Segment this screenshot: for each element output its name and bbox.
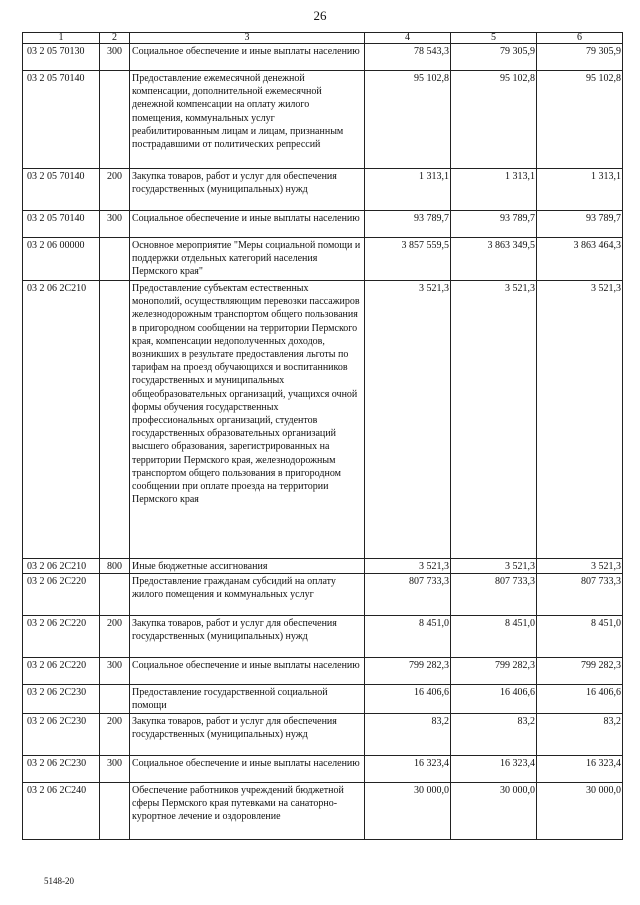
table-row (23, 574, 623, 616)
table-body (23, 44, 623, 840)
row-description: Закупка товаров, работ и услуг для обеспечения государственных (муниципальных) нужд (130, 169, 365, 211)
row-value-col4: 16 323,4 (365, 755, 451, 782)
row-value-col5: 1 313,1 (451, 169, 537, 211)
row-description: Социальное обеспечение и иные выплаты населению (130, 44, 365, 71)
row-expense-type (100, 281, 130, 559)
table-row (23, 713, 623, 755)
row-description: Предоставление государственной социальной помощи (130, 685, 365, 713)
row-code: 03 2 06 2C210 (23, 559, 100, 574)
row-value-col6: 1 313,1 (537, 169, 623, 211)
row-code: 03 2 05 70130 (23, 44, 100, 71)
row-value-col5: 807 733,3 (451, 574, 537, 616)
header-row (23, 33, 623, 44)
row-value-col4: 799 282,3 (365, 658, 451, 685)
budget-table (22, 32, 623, 840)
table-row (23, 559, 623, 574)
row-value-col6: 79 305,9 (537, 44, 623, 71)
row-description: Предоставление гражданам субсидий на оплату жилого помещения и коммунальных услуг (130, 574, 365, 616)
row-value-col6: 799 282,3 (537, 658, 623, 685)
column-header-5: 5 (451, 33, 537, 44)
row-expense-type: 300 (100, 44, 130, 71)
row-code: 03 2 06 2C220 (23, 616, 100, 658)
column-header-6: 6 (537, 33, 623, 44)
row-value-col5: 3 863 349,5 (451, 238, 537, 281)
row-value-col6: 95 102,8 (537, 71, 623, 169)
row-value-col4: 30 000,0 (365, 782, 451, 839)
column-header-3: 3 (130, 33, 365, 44)
row-value-col6: 30 000,0 (537, 782, 623, 839)
row-value-col4: 93 789,7 (365, 211, 451, 238)
row-value-col4: 8 451,0 (365, 616, 451, 658)
row-value-col6: 8 451,0 (537, 616, 623, 658)
row-description: Иные бюджетные ассигнования (130, 559, 365, 574)
column-header-1: 1 (23, 33, 100, 44)
row-description: Социальное обеспечение и иные выплаты населению (130, 211, 365, 238)
row-expense-type (100, 782, 130, 839)
row-expense-type (100, 574, 130, 616)
row-value-col4: 1 313,1 (365, 169, 451, 211)
page-number: 26 (313, 8, 327, 23)
row-value-col6: 3 521,3 (537, 281, 623, 559)
row-code: 03 2 06 2C210 (23, 281, 100, 559)
row-expense-type: 300 (100, 211, 130, 238)
row-expense-type: 300 (100, 755, 130, 782)
row-code: 03 2 06 00000 (23, 238, 100, 281)
row-expense-type: 200 (100, 616, 130, 658)
table-row (23, 281, 623, 559)
row-expense-type: 300 (100, 658, 130, 685)
row-value-col4: 807 733,3 (365, 574, 451, 616)
row-value-col5: 3 521,3 (451, 559, 537, 574)
row-value-col5: 83,2 (451, 713, 537, 755)
row-expense-type (100, 685, 130, 713)
row-value-col4: 16 406,6 (365, 685, 451, 713)
row-value-col5: 16 323,4 (451, 755, 537, 782)
row-value-col5: 79 305,9 (451, 44, 537, 71)
row-value-col6: 83,2 (537, 713, 623, 755)
column-header-2: 2 (100, 33, 130, 44)
row-value-col6: 93 789,7 (537, 211, 623, 238)
table-row (23, 685, 623, 713)
row-value-col6: 3 521,3 (537, 559, 623, 574)
row-value-col5: 3 521,3 (451, 281, 537, 559)
row-value-col5: 8 451,0 (451, 616, 537, 658)
row-expense-type: 800 (100, 559, 130, 574)
row-description: Предоставление субъектам естественных монополий, осуществляющим перевозки пассажиров железнодорожным транспортом общего пользования в пригородном сообщении на территории Пермского края, компенсации недополученных доходов, возникших в результате предоставления льготы по тарифам на проезд обучающихся и воспитанников государственных и муниципальных общеобразовательных организаций, учащихся очной формы обучения государственных профессиональных организаций, студентов государственных образовательных организаций высшего образования, зарегистрированных на территории Пермского края, железнодорожным транспортом общего пользования в пригородном сообщении при оплате проезда на территории Пермского края (130, 281, 365, 559)
row-value-col5: 93 789,7 (451, 211, 537, 238)
row-code: 03 2 06 2C220 (23, 658, 100, 685)
row-code: 03 2 06 2C230 (23, 713, 100, 755)
row-description: Основное мероприятие "Меры социальной помощи и поддержки отдельных категорий населения Пермского края" (130, 238, 365, 281)
table-row (23, 238, 623, 281)
row-description: Предоставление ежемесячной денежной компенсации, дополнительной ежемесячной денежной компенсации на оплату жилого помещения, коммунальных услуг реабилитированным лицам и лицам, признанным пострадавшими от политических репрессий (130, 71, 365, 169)
row-code: 03 2 06 2C240 (23, 782, 100, 839)
table-row (23, 44, 623, 71)
row-expense-type (100, 238, 130, 281)
document-footer-code: 5148-20 (44, 876, 74, 886)
table-row (23, 658, 623, 685)
row-code: 03 2 06 2C220 (23, 574, 100, 616)
table-row (23, 616, 623, 658)
row-value-col5: 16 406,6 (451, 685, 537, 713)
row-value-col5: 799 282,3 (451, 658, 537, 685)
row-description: Социальное обеспечение и иные выплаты населению (130, 755, 365, 782)
table-row (23, 755, 623, 782)
row-description: Закупка товаров, работ и услуг для обеспечения государственных (муниципальных) нужд (130, 616, 365, 658)
row-description: Закупка товаров, работ и услуг для обеспечения государственных (муниципальных) нужд (130, 713, 365, 755)
row-value-col4: 3 857 559,5 (365, 238, 451, 281)
table-row (23, 169, 623, 211)
row-value-col4: 3 521,3 (365, 281, 451, 559)
row-value-col6: 16 323,4 (537, 755, 623, 782)
row-expense-type: 200 (100, 713, 130, 755)
row-value-col6: 3 863 464,3 (537, 238, 623, 281)
row-code: 03 2 06 2C230 (23, 755, 100, 782)
row-expense-type: 200 (100, 169, 130, 211)
row-code: 03 2 05 70140 (23, 71, 100, 169)
table-header (23, 33, 623, 44)
column-header-4: 4 (365, 33, 451, 44)
table-row (23, 71, 623, 169)
row-value-col4: 95 102,8 (365, 71, 451, 169)
row-code: 03 2 06 2C230 (23, 685, 100, 713)
table-row (23, 782, 623, 839)
row-value-col6: 807 733,3 (537, 574, 623, 616)
row-description: Социальное обеспечение и иные выплаты населению (130, 658, 365, 685)
row-value-col4: 78 543,3 (365, 44, 451, 71)
row-value-col5: 30 000,0 (451, 782, 537, 839)
row-code: 03 2 05 70140 (23, 169, 100, 211)
row-value-col4: 3 521,3 (365, 559, 451, 574)
row-value-col6: 16 406,6 (537, 685, 623, 713)
table-row (23, 211, 623, 238)
row-expense-type (100, 71, 130, 169)
row-value-col5: 95 102,8 (451, 71, 537, 169)
row-value-col4: 83,2 (365, 713, 451, 755)
row-description: Обеспечение работников учреждений бюджетной сферы Пермского края путевками на санаторно-курортное лечение и оздоровление (130, 782, 365, 839)
row-code: 03 2 05 70140 (23, 211, 100, 238)
